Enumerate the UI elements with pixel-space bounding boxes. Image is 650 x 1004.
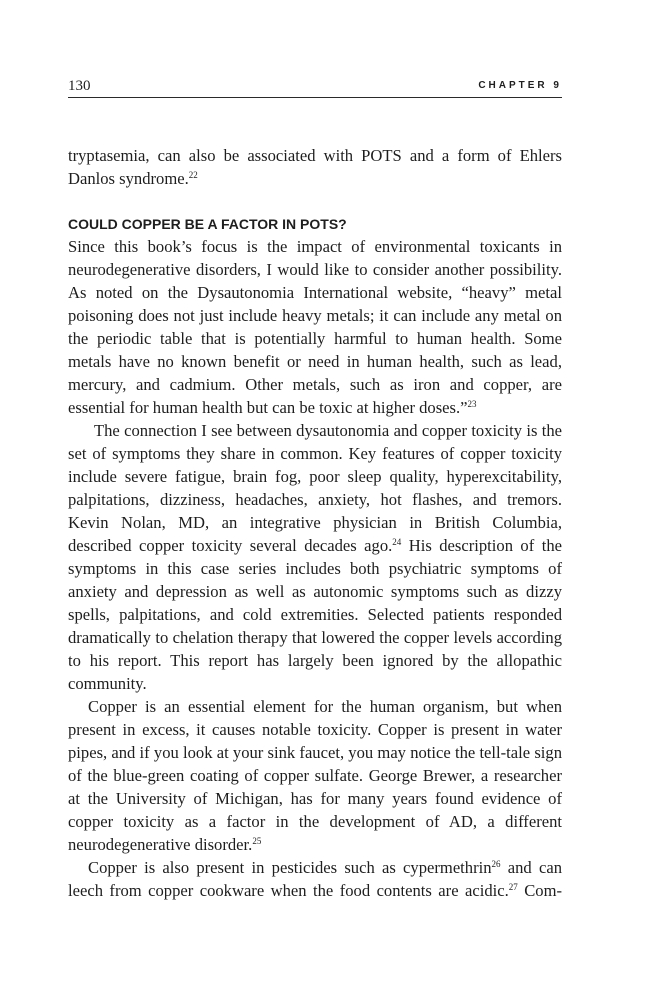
- paragraph-text: tryptasemia, can also be associated with POTS and a form of Ehlers Danlos syndrome.: [68, 146, 562, 188]
- paragraph-intro: [68, 235, 562, 419]
- page-number: 130: [68, 78, 91, 94]
- paragraph-text: The connection I see between dysautonomia and copper toxicity is the set of symptoms they share in common. Key features of copper toxicity include severe fatigue, brain fog, poor sleep quality, hyperexcitability, palpitations, dizziness, headaches, anxiety, hot flashes, and tremors. Kevin Nolan, MD, an integrative physician in British Columbia, described copper toxicity several decades ago.: [68, 421, 562, 555]
- footnote-ref-24: 24: [392, 537, 402, 547]
- paragraph-text-end: Com-: [517, 881, 562, 900]
- continued-paragraph: [68, 144, 562, 190]
- footnote-ref-26: 26: [491, 859, 501, 869]
- paragraph-copper-element: [68, 695, 562, 856]
- paragraph-text-cont: His description of the symptoms in this case series includes both psychiatric symptoms of anxiety and depression as well as autonomic symptoms such as dizzy spells, palpitations, and cold extremities. Selected patients responded dramatically to chelation therapy that lowered the copper levels according to his report. This report has largely been ignored by the allopathic community.: [68, 536, 562, 693]
- paragraph-copper-pesticides: [68, 856, 562, 902]
- footnote-ref-27: 27: [508, 882, 518, 892]
- paragraph-text: Since this book’s focus is the impact of environmental toxicants in neurodegenerative disorders, I would like to consider another possibility. As noted on the Dysautonomia International website, “heavy” metal poisoning does not just include heavy metals; it can include any metal on the periodic table that is potentially harmful to human health. Some metals have no known benefit or need in human health, such as lead, mercury, and cadmium. Other metals, such as iron and copper, are essential for human health but can be toxic at higher doses.”: [68, 237, 562, 417]
- paragraph-text: Copper is also present in pesticides such as cypermethrin: [88, 858, 492, 877]
- running-head: CHAPTER 9: [478, 80, 562, 91]
- footnote-ref-25: 25: [252, 836, 262, 846]
- footnote-ref-23: 23: [467, 399, 477, 409]
- paragraph-text-cont: and can leech from copper cookware when the food contents are acidic.: [68, 858, 562, 900]
- paragraph-connection: [68, 419, 562, 695]
- footnote-ref-22: 22: [188, 170, 198, 180]
- section-heading: COULD COPPER BE A FACTOR IN POTS?: [68, 216, 347, 232]
- page-header: [68, 77, 562, 98]
- paragraph-text: Copper is an essential element for the human organism, but when present in excess, it causes notable toxicity. Copper is present in water pipes, and if you look at your sink faucet, you may notice the tell-tale sign of the blue-green coating of copper sulfate. George Brewer, a researcher at the University of Michigan, has for many years found evidence of copper toxicity as a factor in the development of AD, a different neurodegenerative disorder.: [68, 697, 562, 854]
